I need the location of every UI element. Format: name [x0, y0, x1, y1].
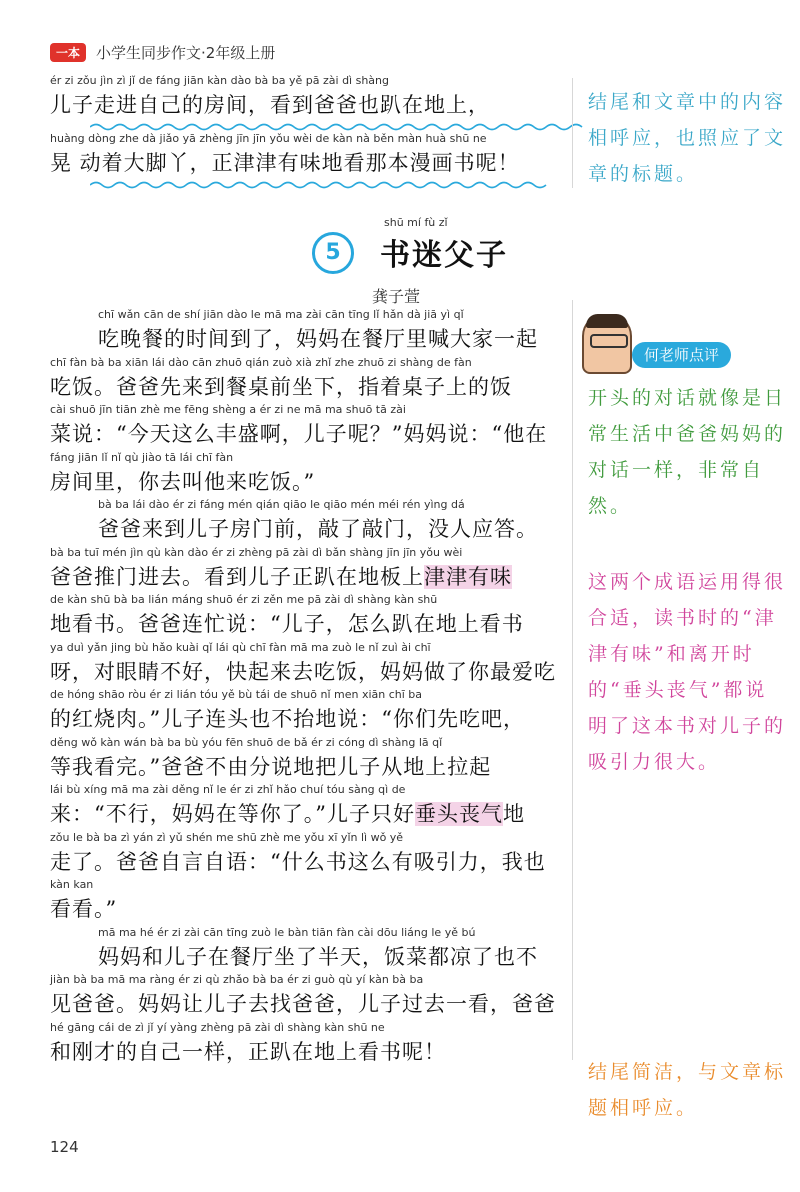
note-bottom: 结尾简洁，与文章标题相呼应。 [588, 1061, 787, 1119]
pinyin: de kàn shū bà ba lián máng shuō ér zi zěn me pā zài dì shàng kàn shū [50, 593, 438, 606]
pinyin: huàng dòng zhe dà jiǎo yā zhèng jīn jīn yǒu wèi de kàn nà běn màn huà shū ne [50, 132, 487, 145]
side-divider [572, 78, 573, 188]
pinyin: děng wǒ kàn wán bà ba bù yóu fēn shuō de bǎ ér zi cóng dì shàng lā qǐ [50, 735, 443, 749]
book-badge: 一本 [50, 43, 86, 62]
hanzi: 爸爸来到儿子房门前，敲了敲门，没人应答。 [98, 517, 538, 541]
pinyin: bà ba lái dào ér zi fáng mén qián qiāo le qiāo mén méi rén yìng dá [98, 498, 465, 511]
hanzi: 菜说：“今天这么丰盛啊，儿子呢？”妈妈说：“他在 [50, 422, 548, 446]
highlighted-idiom: 垂头丧气 [414, 802, 503, 826]
hanzi: 地看书。爸爸连忙说：“儿子，怎么趴在地上看书 [50, 612, 524, 636]
hanzi: 看看。” [50, 897, 118, 921]
hanzi: 儿子走进自己的房间，看到爸爸也趴在地上， [50, 93, 490, 117]
pinyin: ér zi zǒu jìn zì jǐ de fáng jiān kàn dào bà ba yě pā zài dì shàng [50, 74, 390, 87]
hanzi: 吃晚餐的时间到了，妈妈在餐厅里喊大家一起 [98, 327, 538, 351]
story-number: 5 [312, 232, 354, 274]
hanzi [50, 562, 512, 592]
hanzi: 晃 动着大脚丫，正津津有味地看那本漫画书呢！ [50, 151, 520, 175]
pinyin: zǒu le bà ba zì yán zì yǔ shén me shū zhè me yǒu xī yǐn lì wǒ yě [50, 830, 404, 844]
pinyin: ya duì yǎn jing bù hǎo kuài qǐ lái qù chī fàn mā ma zuò le nǐ zuì ài chī [50, 640, 431, 654]
pinyin: jiàn bà ba mā ma ràng ér zi qù zhǎo bà ba ér zi guò qù yí kàn bà ba [50, 973, 424, 986]
text-span: 爸爸推门进去。看到儿子正趴在地板上 [50, 564, 424, 589]
avatar-glasses [590, 334, 628, 348]
hanzi: 见爸爸。妈妈让儿子去找爸爸，儿子过去一看，爸爸 [50, 992, 556, 1016]
pinyin: bà ba tuī mén jìn qù kàn dào ér zi zhèng pā zài dì bǎn shàng jīn jīn yǒu wèi [50, 545, 463, 559]
text-span: 来：“不行，妈妈在等你了。”儿子只好 [50, 802, 415, 826]
page-number: 124 [50, 1138, 79, 1156]
book-title: 小学生同步作文·2年级上册 [96, 43, 276, 62]
pinyin: fáng jiān lǐ nǐ qù jiào tā lái chī fàn [50, 450, 234, 464]
hanzi: 等我看完。”爸爸不由分说地把儿子从地上拉起 [50, 754, 492, 779]
hanzi: 呀，对眼睛不好，快起来去吃饭，妈妈做了你最爱吃 [50, 659, 556, 684]
pinyin: chī fàn bà ba xiān lái dào cān zhuō qián zuò xià zhǐ zhe zhuō zi shàng de fàn [50, 355, 472, 369]
pinyin: de hóng shāo ròu ér zi lián tóu yě bù tái de shuō nǐ men xiān chī ba [50, 688, 423, 701]
highlighted-idiom: 津津有味 [424, 564, 512, 589]
note-green: 开头的对话就像是日常生活中爸爸妈妈的对话一样，非常自然。 [588, 387, 787, 517]
pinyin: lái bù xíng mā ma zài děng nǐ le ér zi zhǐ hǎo chuí tóu sàng qì de [50, 783, 406, 796]
hanzi: 和刚才的自己一样，正趴在地上看书呢！ [50, 1039, 446, 1064]
text-span: 地 [502, 802, 525, 826]
story-author: 龚子萱 [372, 287, 421, 306]
hanzi: 走了。爸爸自言自语：“什么书这么有吸引力，我也 [50, 849, 546, 874]
wavy-underline [90, 122, 610, 132]
wavy-underline [90, 180, 610, 190]
hanzi: 妈妈和儿子在餐厅坐了半天，饭菜都凉了也不 [98, 944, 538, 969]
hanzi: 房间里，你去叫他来吃饭。” [50, 469, 316, 494]
pinyin: cài shuō jīn tiān zhè me fēng shèng a ér zi ne mā ma shuō tā zài [50, 403, 406, 416]
pinyin: hé gāng cái de zì jǐ yí yàng zhèng pā zài dì shàng kàn shū ne [50, 1020, 385, 1034]
note-top: 结尾和文章中的内容相呼应，也照应了文章的标题。 [588, 91, 787, 185]
hanzi [50, 799, 525, 829]
hanzi: 吃饭。爸爸先来到餐桌前坐下，指着桌子上的饭 [50, 374, 512, 399]
title-pinyin: shū mí fù zǐ [384, 216, 448, 229]
teacher-label: 何老师点评 [632, 342, 731, 368]
hanzi: 的红烧肉。”儿子连头也不抬地说：“你们先吃吧， [50, 707, 525, 731]
teacher-avatar [582, 314, 632, 374]
pinyin: mā ma hé ér zi zài cān tīng zuò le bàn tiān fàn cài dōu liáng le yě bú [98, 925, 476, 939]
story-title: 书迷父子 [380, 238, 508, 273]
teacher-comment-header [578, 314, 792, 370]
note-pink: 这两个成语运用得很合适，读书时的“津津有味”和离开时的“垂头丧气”都说明了这本书对儿子的吸引力很大。 [588, 571, 787, 773]
pinyin: chī wǎn cān de shí jiān dào le mā ma zài cān tīng lǐ hǎn dà jiā yì qǐ [98, 308, 464, 321]
pinyin: kàn kan [50, 878, 94, 891]
side-divider [572, 300, 573, 1060]
avatar-hair [586, 314, 628, 328]
page-header [50, 40, 275, 64]
